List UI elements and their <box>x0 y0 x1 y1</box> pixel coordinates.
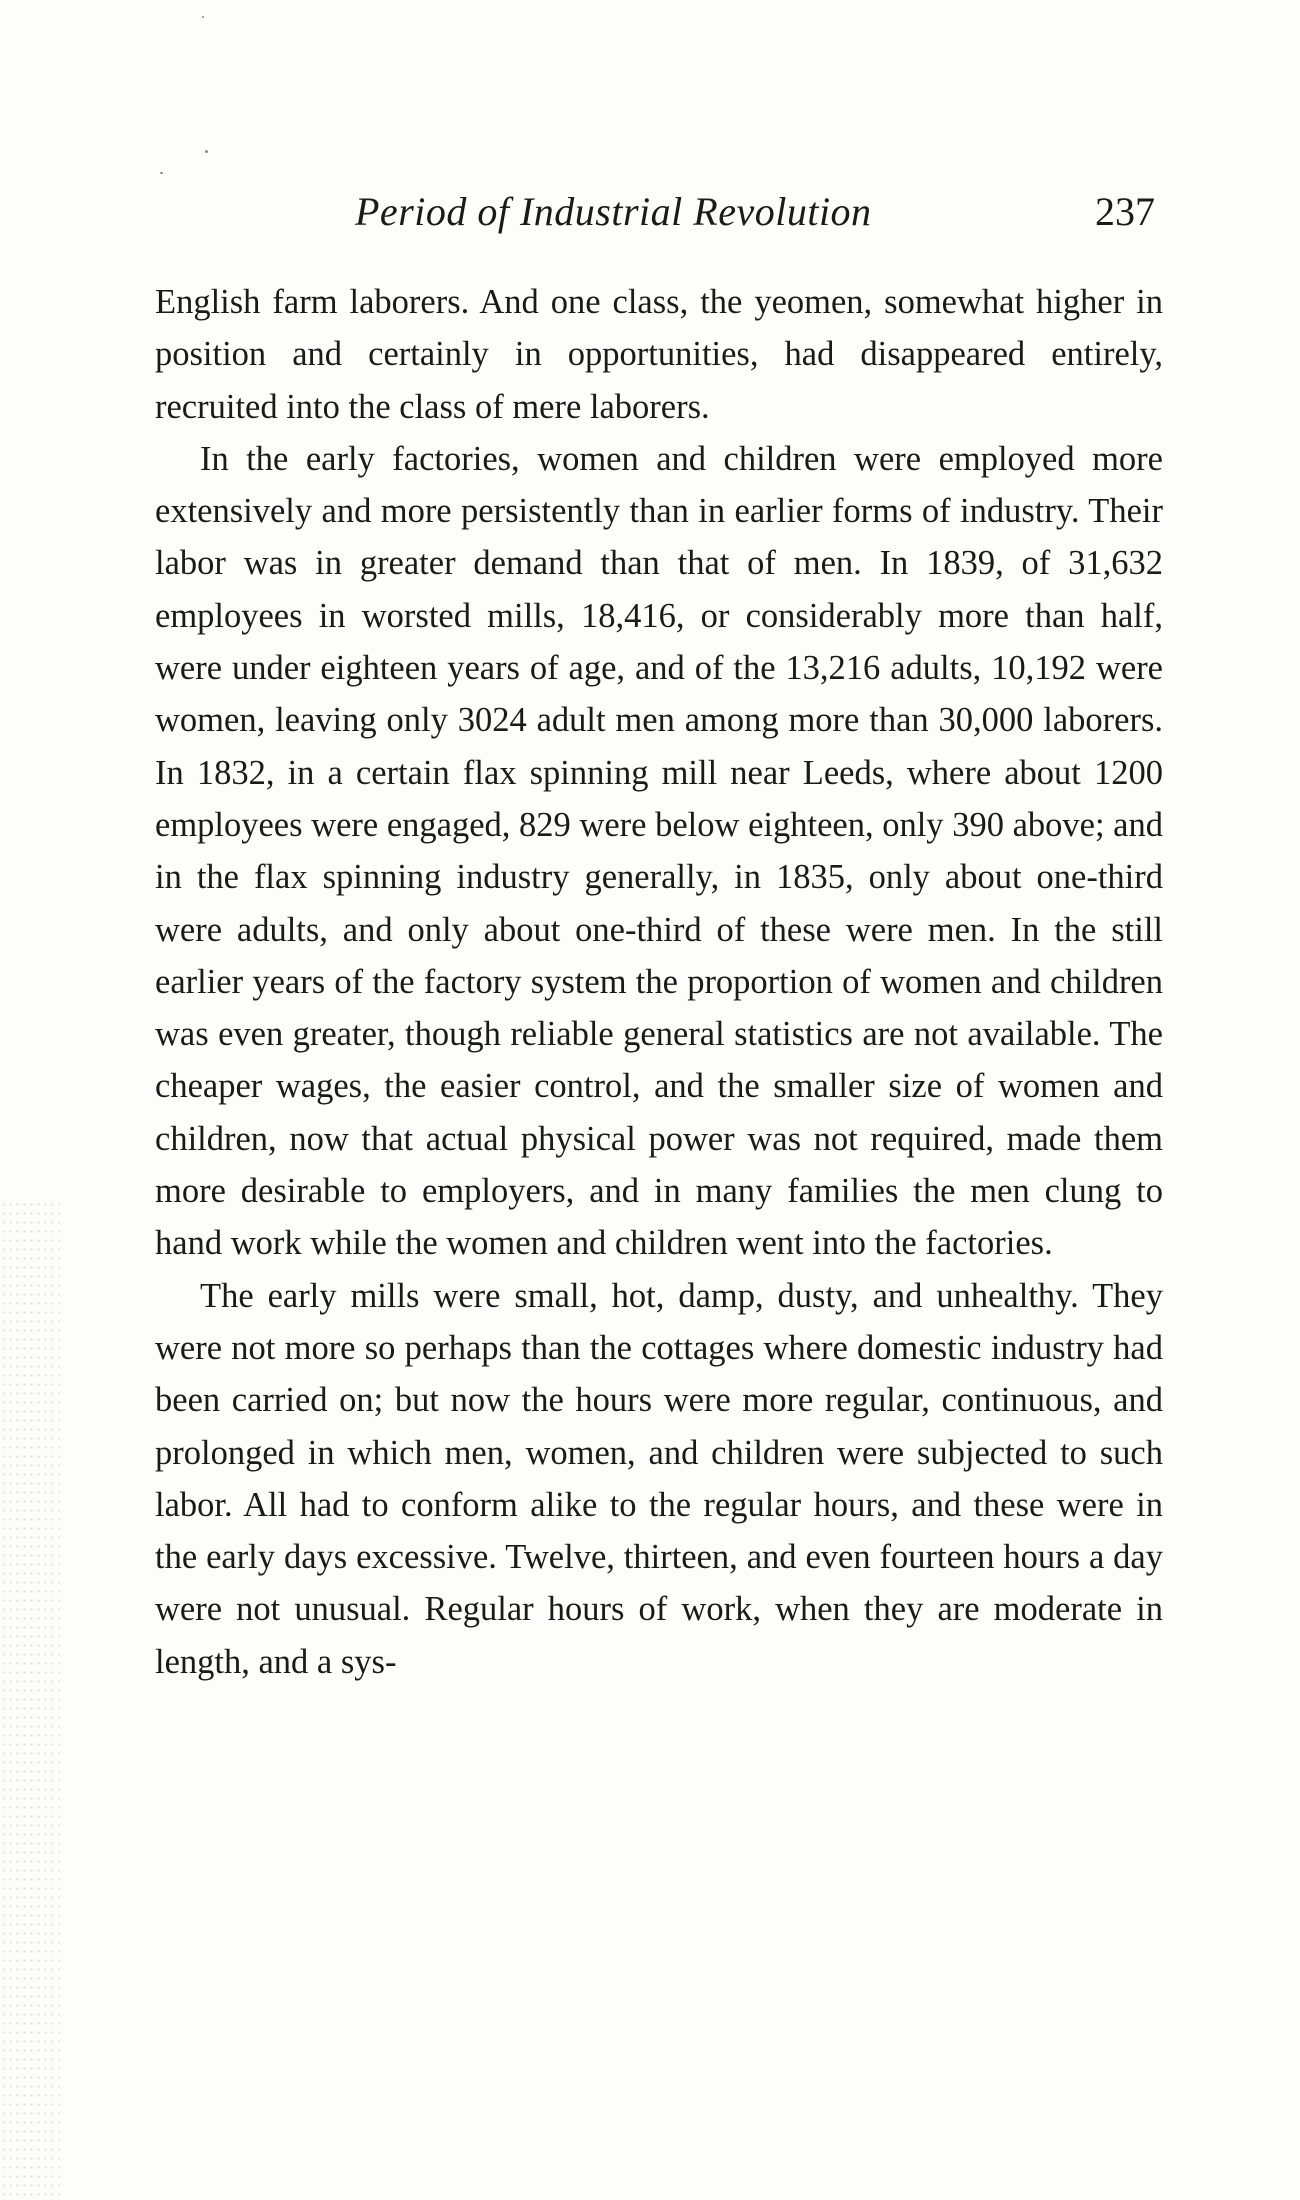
scan-speck <box>205 150 208 153</box>
running-title: Period of Industrial Revolution <box>355 189 872 234</box>
paragraph: The early mills were small, hot, damp, dusty, and unhealthy. They were not more so perhaps than the cottages where domestic industry had been carried on; but now the hours were more regular, continuous, and prolonged in which men, women, and children were subjected to such labor. All had to conform alike to the regular hours, and these were in the early days excessive. Twelve, thirteen, and even fourteen hours a day were not unusual. Regular hours of work, when they are moderate in length, and a sys- <box>155 1276 1163 1681</box>
paragraph-continued: English farm laborers. And one class, the yeomen, somewhat higher in position and certainly in opportunities, had disappeared entirely, recruited into the class of mere laborers. <box>155 283 1163 426</box>
scan-edge-noise <box>0 1200 60 2200</box>
paragraph: In the early factories, women and children were employed more extensively and more persistently than in earlier forms of industry. Their labor was in greater demand than that of men. In 1839, of 31,632 employees in worsted mills, 18,416, or considerably more than half, were under eighteen years of age, and of the 13,216 adults, 10,192 were women, leaving only 3024 adult men among more than 30,000 laborers. In 1832, in a certain flax spinning mill near Leeds, where about 1200 employees were engaged, 829 were below eighteen, only 390 above; and in the flax spinning industry generally, in 1835, only about one-third were adults, and only about one-third of these were men. In the still earlier years of the factory system the proportion of women and children was even greater, though reliable general statistics are not available. The cheaper wages, the easier control, and the smaller size of women and children, now that actual physical power was not required, made them more desirable to employers, and in many families the men clung to hand work while the women and children went into the factories. <box>155 439 1163 1263</box>
running-head <box>155 188 1155 238</box>
body-text <box>155 276 1163 1688</box>
scan-speck <box>202 16 204 18</box>
page-number: 237 <box>1095 189 1155 234</box>
scan-speck <box>160 172 163 174</box>
